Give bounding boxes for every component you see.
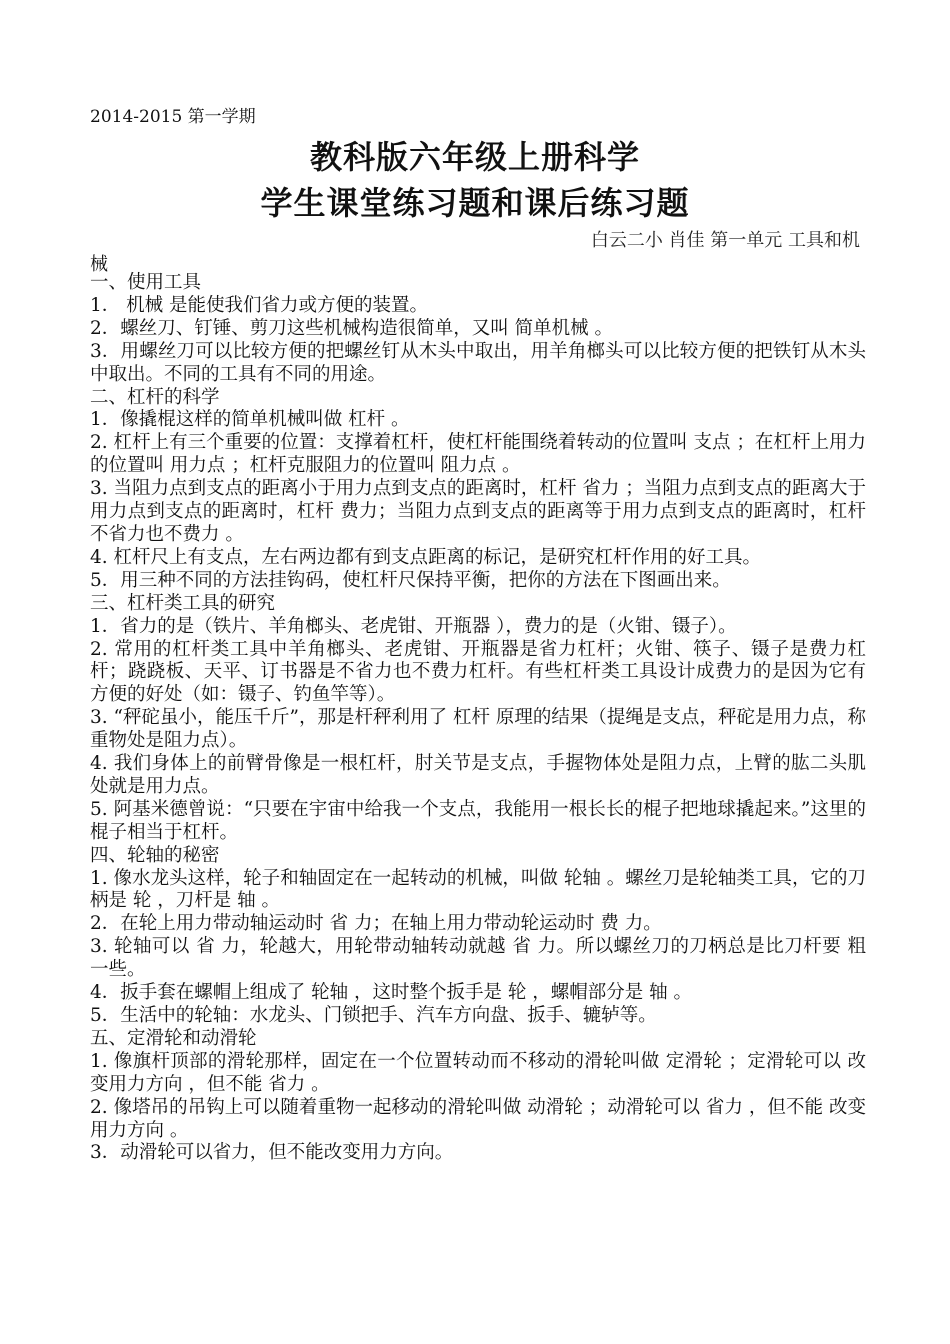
paragraph: 2．在轮上用力带动轴运动时 省 力；在轴上用力带动轮运动时 费 力。 <box>90 913 662 935</box>
paragraph: 1. 像旗杆顶部的滑轮那样，固定在一个位置转动而不移动的滑轮叫做 定滑轮 ；定滑轮可以 改变用力方向 ，但不能 省力 。 <box>90 1050 866 1095</box>
paragraph: 1. 像水龙头这样，轮子和轴固定在一起转动的机械，叫做 轮轴 。螺丝刀是轮轴类工具，它的刀柄是 轮 ，刀杆是 轴 。 <box>90 867 866 912</box>
paragraph: 2．螺丝刀、钉锤、剪刀这些机械构造很简单，又叫 简单机械 。 <box>90 317 614 339</box>
paragraph: 2. 常用的杠杆类工具中羊角榔头、老虎钳、开瓶器是省力杠杆；火钳、筷子、镊子是费力杠杆；跷跷板、天平、订书器是不省力也不费力杠杆。有些杠杆类工具设计成费力的是因为它有方便的好处（如：镊子、钓鱼竿等）。 <box>90 638 866 706</box>
paragraph: 2. 像塔吊的吊钩上可以随着重物一起移动的滑轮叫做 动滑轮 ；动滑轮可以 省力 ，但不能 改变用力方向 。 <box>90 1096 866 1141</box>
author-unit-line: 白云二小 肖佳 第一单元 工具和机 <box>590 230 860 251</box>
paragraph: 1．像撬棍这样的简单机械叫做 杠杆 。 <box>90 409 410 431</box>
paragraph: 3. “秤砣虽小，能压千斤”，那是杆秤利用了 杠杆 原理的结果（提绳是支点，秤砣是用力点，称重物处是阻力点）。 <box>90 707 866 752</box>
paragraph: 1．省力的是（铁片、羊角榔头、老虎钳、开瓶器 ），费力的是（火钳、镊子）。 <box>90 615 737 637</box>
paragraph: 3. 当阻力点到支点的距离小于用力点到支点的距离时，杠杆 省力 ；当阻力点到支点的距离大于用力点到支点的距离时，杠杆 费力；当阻力点到支点的距离等于用力点到支点的距离时，杠杆 不省力也不费力 。 <box>90 478 866 545</box>
paragraph: 3. 轮轴可以 省 力，轮越大，用轮带动轴转动就越 省 力。所以螺丝刀的刀柄总是比刀杆要 粗 一些。 <box>90 936 866 981</box>
section-heading: 一、使用工具 <box>90 272 202 293</box>
paragraph: 2. 杠杆上有三个重要的位置：支撑着杠杆，使杠杆能围绕着转动的位置叫 支点 ；在杠杆上用力的位置叫 用力点 ；杠杆克服阻力的位置叫 阻力点 。 <box>90 432 866 477</box>
section-heading: 二、杠杆的科学 <box>90 386 220 408</box>
paragraph: 5．生活中的轮轴：水龙头、门锁把手、汽车方向盘、扳手、辘轳等。 <box>90 1005 657 1026</box>
paragraph: 1． 机械 是能使我们省力或方便的装置。 <box>90 294 429 316</box>
paragraph: 4. 我们身体上的前臂骨像是一根杠杆，肘关节是支点，手握物体处是阻力点，上臂的肱二头肌处就是用力点。 <box>90 753 866 797</box>
document-title: 教科版六年级上册科学 <box>309 138 640 176</box>
paragraph: 5．用三种不同的方法挂钩码，使杠杆尺保持平衡，把你的方法在下图画出来。 <box>90 569 731 591</box>
document-subtitle: 学生课堂练习题和课后练习题 <box>260 184 690 222</box>
section-heading: 三、杠杆类工具的研究 <box>90 592 276 614</box>
paragraph: 4. 杠杆尺上有支点，左右两边都有到支点距离的标记，是研究杠杆作用的好工具。 <box>90 546 762 568</box>
section-heading: 四、轮轴的秘密 <box>90 844 220 866</box>
paragraph: 4．扳手套在螺帽上组成了 轮轴 ，这时整个扳手是 轮 ，螺帽部分是 轴 。 <box>90 982 693 1004</box>
section-heading: 五、定滑轮和动滑轮 <box>90 1027 257 1049</box>
document-body <box>90 272 866 1165</box>
paragraph: 5. 阿基米德曾说：“只要在宇宙中给我一个支点，我能用一根长长的棍子把地球撬起来。”这里的棍子相当于杠杆。 <box>90 798 866 843</box>
term-label: 2014-2015 第一学期 <box>90 107 256 127</box>
author-unit-line-tail: 械 <box>90 254 108 275</box>
paragraph: 3．用螺丝刀可以比较方便的把螺丝钉从木头中取出，用羊角榔头可以比较方便的把铁钉从木头中取出。不同的工具有不同的用途。 <box>90 340 866 385</box>
paragraph: 3．动滑轮可以省力，但不能改变用力方向。 <box>90 1142 454 1164</box>
